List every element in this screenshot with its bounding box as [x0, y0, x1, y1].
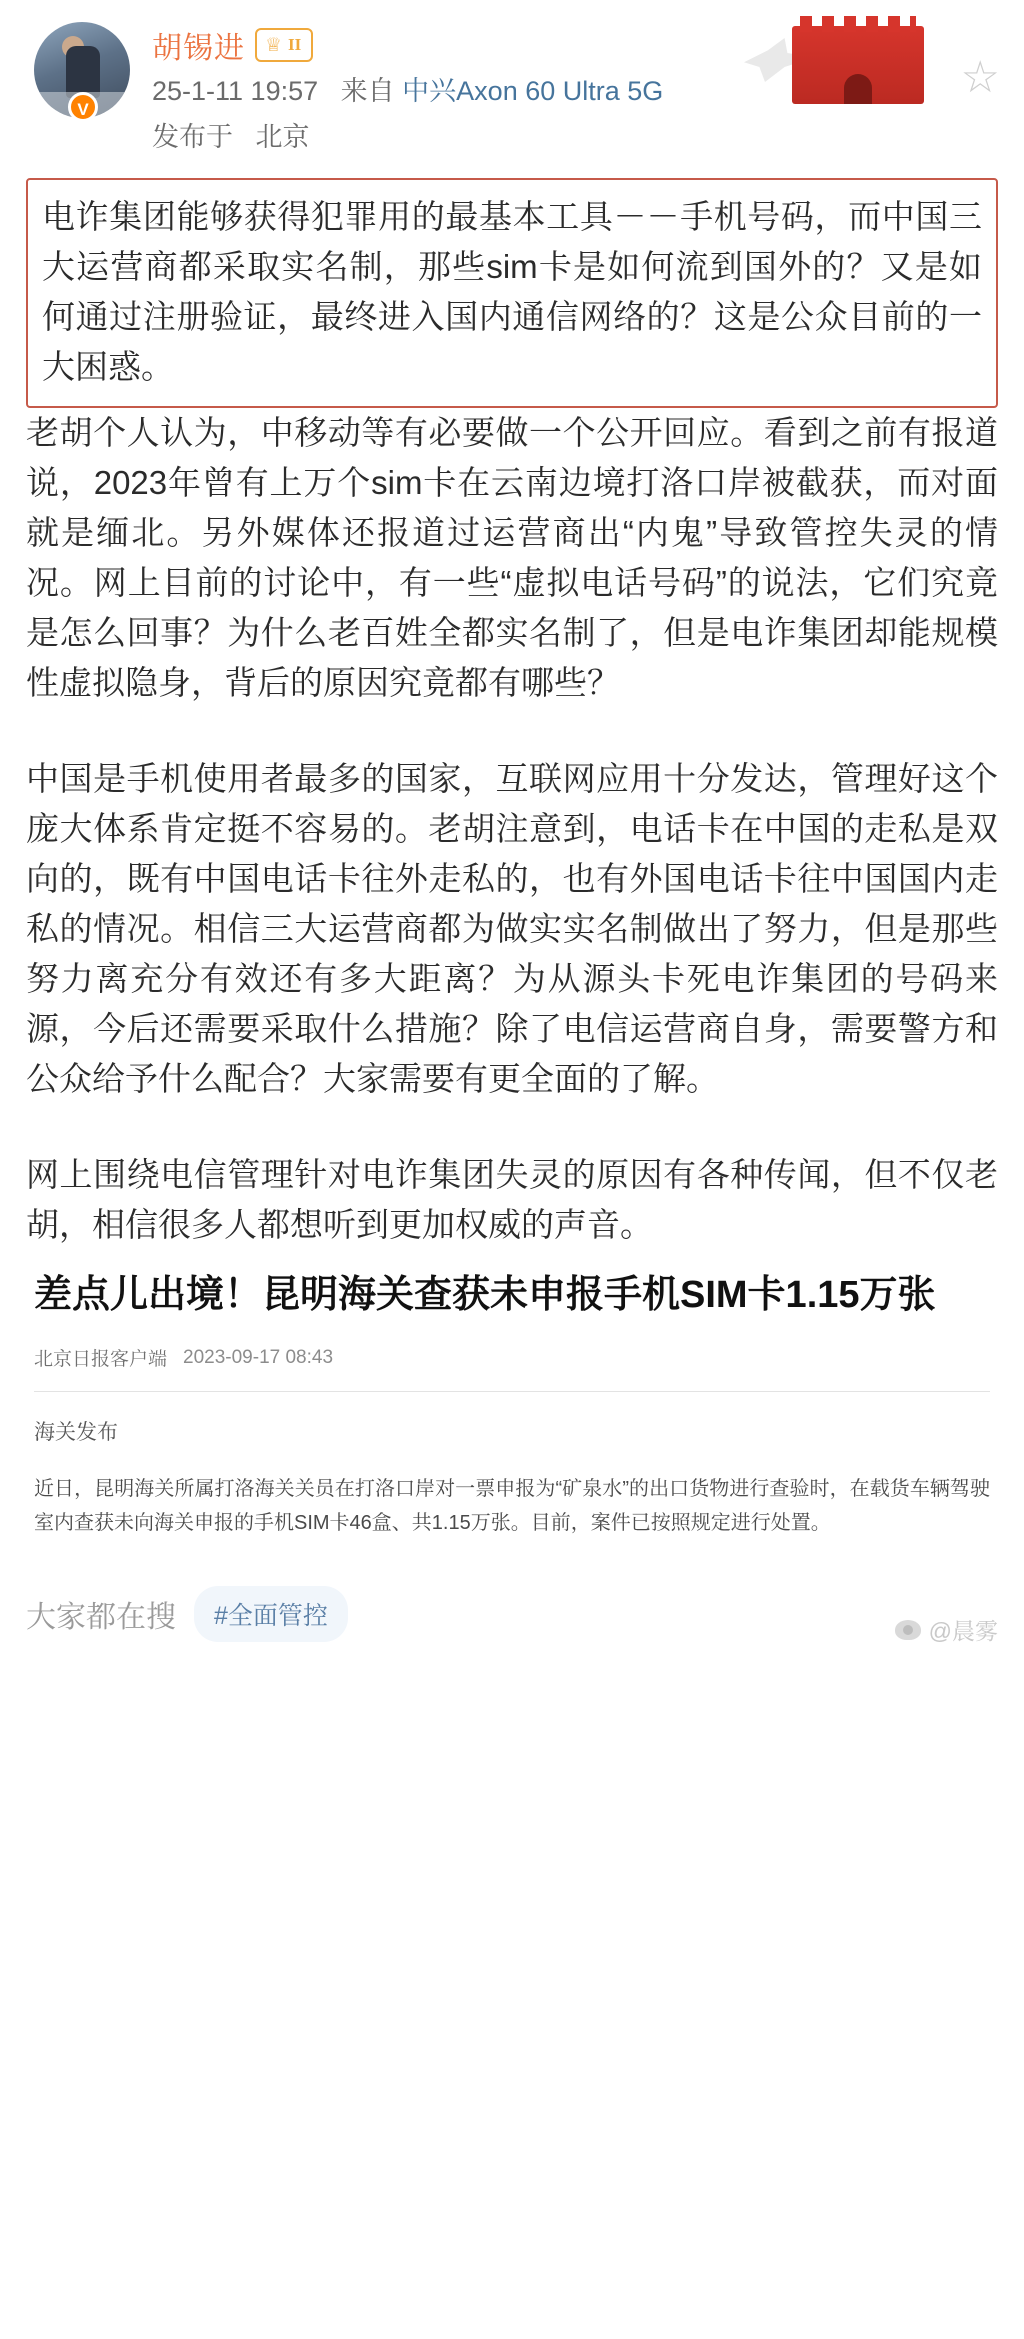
- article-meta: [34, 1344, 990, 1371]
- decorative-banner: [744, 14, 1004, 114]
- crown-icon: ♕: [265, 34, 283, 56]
- author-name[interactable]: 胡锡进: [152, 32, 245, 65]
- article-date: 2023-09-17 08:43: [183, 1346, 334, 1368]
- post-paragraph-2: 中国是手机使用者最多的国家，互联网应用十分发达，管理好这个庞大体系肯定挺不容易的。老胡注意到，电话卡在中国的走私是双向的，既有中国电话卡往外走私的，也有外国电话卡往中国国内走私的情况。相信三大运营商都为做实实名制做出了努力，但是那些努力离充分有效还有多大距离？为从源头卡死电诈集团的号码来源，今后还需要采取什么措施？除了电信运营商自身，需要警方和公众给予什么配合？大家需要有更全面的了解。: [26, 760, 998, 1097]
- highlighted-paragraph-box: [26, 178, 998, 408]
- quoted-article-card[interactable]: [26, 1268, 998, 1540]
- post-paragraph-3: 网上围绕电信管理针对电诈集团失灵的原因有各种传闻，但不仅老胡，相信很多人都想听到更加权威的声音。: [26, 1156, 998, 1243]
- post-location: 北京: [255, 122, 310, 152]
- weibo-logo-icon: [895, 1620, 921, 1640]
- topic-chip[interactable]: #全面管控: [194, 1586, 348, 1642]
- gate-shape: [844, 74, 872, 104]
- source-device-link[interactable]: 中兴Axon 60 Ultra 5G: [402, 76, 664, 106]
- source-prefix-label: 来自: [340, 76, 395, 106]
- article-body: 近日，昆明海关所属打洛海关关员在打洛口岸对一票申报为“矿泉水”的出口货物进行查验时，在载货车辆驾驶室内查获未向海关申报的手机SIM卡46盒、共1.15万张。目前，案件已按照规定进行处置。: [34, 1478, 990, 1534]
- location-prefix-label: 发布于: [152, 122, 233, 152]
- verified-badge-icon: V: [68, 92, 98, 122]
- post-paragraph-1: 老胡个人认为，中移动等有必要做一个公开回应。看到之前有报道说，2023年曾有上万个sim卡在云南边境打洛口岸被截获，而对面就是缅北。另外媒体还报道过运营商出“内鬼”导致管控失灵的情况。网上目前的讨论中，有一些“虚拟电话号码”的说法，它们究竟是怎么回事？为什么老百姓全都实名制了，但是电诈集团却能规模性虚拟隐身，背后的原因究竟都有哪些？: [26, 414, 998, 701]
- post-paragraph-highlight: 电诈集团能够获得犯罪用的最基本工具－－手机号码，而中国三大运营商都采取实名制，那些sim卡是如何流到国外的？又是如何通过注册验证，最终进入国内通信网络的？这是公众目前的一大困惑。: [42, 198, 982, 385]
- post-header: [0, 0, 1024, 160]
- post-content: [0, 160, 1024, 1250]
- great-wall-icon: [792, 26, 924, 104]
- avatar-body-shape: [66, 46, 100, 98]
- star-icon: ☆: [960, 53, 1000, 102]
- paragraph-spacer: [26, 708, 998, 754]
- article-title: 差点儿出境！昆明海关查获未申报手机SIM卡1.15万张: [34, 1274, 936, 1316]
- vip-level-label: II: [288, 35, 302, 54]
- post-footer: [0, 1586, 1024, 1668]
- paragraph-spacer: [26, 1104, 998, 1150]
- article-subtitle: 海关发布: [34, 1421, 118, 1444]
- watermark: [895, 1613, 998, 1646]
- watermark-text: @晨雾: [928, 1618, 998, 1644]
- search-trending-label: 大家都在搜: [26, 1601, 176, 1634]
- post-timestamp: 25-1-11 19:57: [152, 76, 319, 106]
- article-divider: [34, 1391, 990, 1392]
- article-outlet: 北京日报客户端: [34, 1349, 168, 1370]
- vip-badge[interactable]: [255, 28, 313, 62]
- post-location-row: [152, 114, 998, 160]
